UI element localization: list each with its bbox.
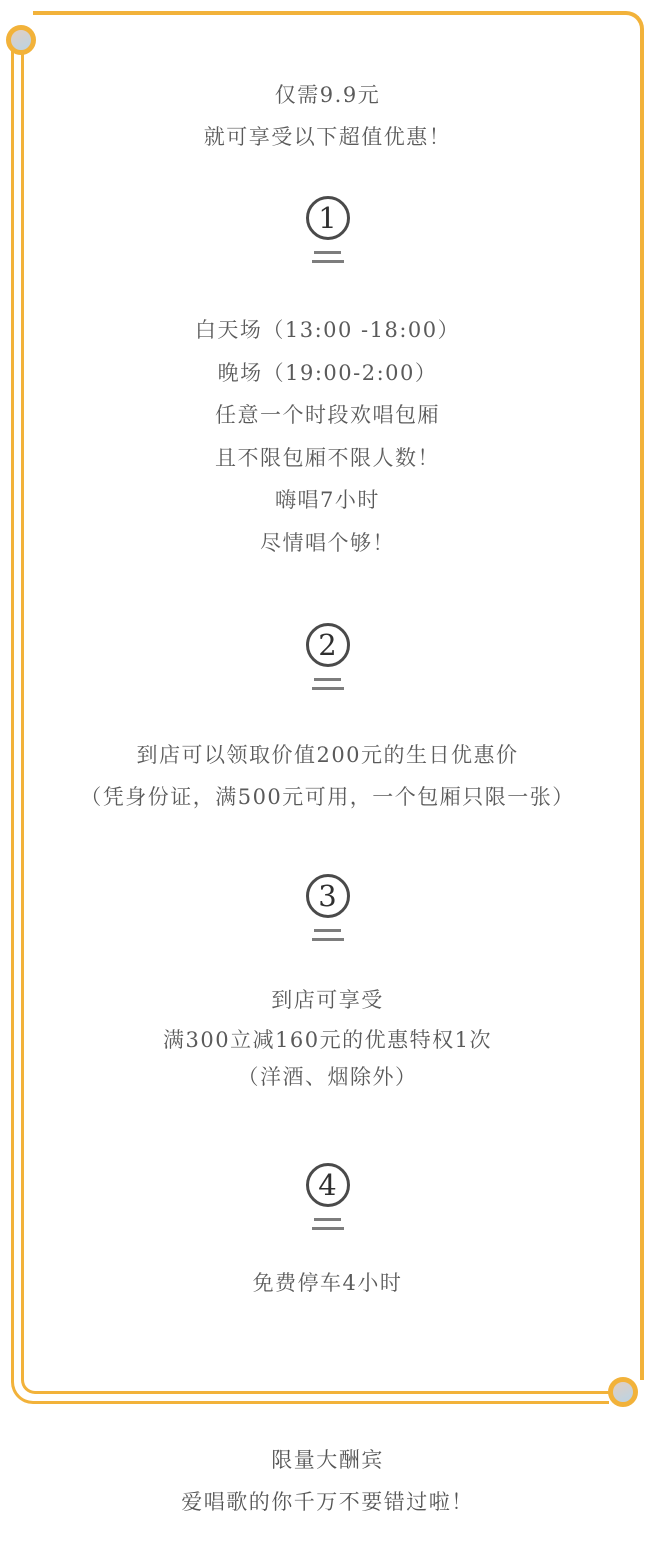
decor-bar bbox=[312, 938, 344, 941]
benefit-2-number-icon bbox=[0, 623, 655, 690]
benefit-1-line: 且不限包厢不限人数！ bbox=[215, 446, 440, 470]
circled-number-1: 1 bbox=[306, 196, 350, 240]
footer-call-to-action-line: 爱唱歌的你千万不要错过啦！ bbox=[181, 1490, 474, 1514]
benefit-2-line: （凭身份证，满500元可用，一个包厢只限一张） bbox=[80, 785, 575, 809]
benefit-2-line: 到店可以领取价值200元的生日优惠价 bbox=[136, 743, 519, 767]
circled-number-4: 4 bbox=[306, 1163, 350, 1207]
benefit-4-number-icon bbox=[0, 1163, 655, 1230]
pin-circle-top-left bbox=[6, 25, 36, 55]
decor-bar bbox=[314, 929, 341, 932]
decor-bar bbox=[314, 251, 341, 254]
decor-bar bbox=[314, 1218, 341, 1221]
benefit-4-line: 免费停车4小时 bbox=[252, 1271, 403, 1295]
footer-limited-offer-line: 限量大酬宾 bbox=[271, 1448, 384, 1472]
benefit-1-line: 晚场（19:00-2:00） bbox=[217, 361, 438, 385]
circled-number-3: 3 bbox=[306, 874, 350, 918]
benefit-3-line: 到店可享受 bbox=[271, 988, 384, 1012]
benefit-3-number-icon bbox=[0, 874, 655, 941]
header-promo-line: 就可享受以下超值优惠！ bbox=[203, 125, 452, 149]
circled-number-2: 2 bbox=[306, 623, 350, 667]
benefit-1-line: 嗨唱7小时 bbox=[275, 488, 380, 512]
benefit-1-number-icon bbox=[0, 196, 655, 263]
decor-bar bbox=[312, 1227, 344, 1230]
decor-bar bbox=[312, 260, 344, 263]
benefit-3-line: 满300立减160元的优惠特权1次 bbox=[162, 1028, 493, 1052]
benefit-1-line: 白天场（13:00 -18:00） bbox=[194, 318, 461, 342]
benefit-1-line: 尽情唱个够！ bbox=[260, 531, 395, 555]
decor-bar bbox=[312, 687, 344, 690]
benefit-3-line: （洋酒、烟除外） bbox=[237, 1065, 418, 1089]
decor-bar bbox=[314, 678, 341, 681]
header-price-line: 仅需9.9元 bbox=[274, 83, 381, 107]
benefit-1-line: 任意一个时段欢唱包厢 bbox=[215, 403, 440, 427]
pin-circle-bottom-right bbox=[608, 1377, 638, 1407]
